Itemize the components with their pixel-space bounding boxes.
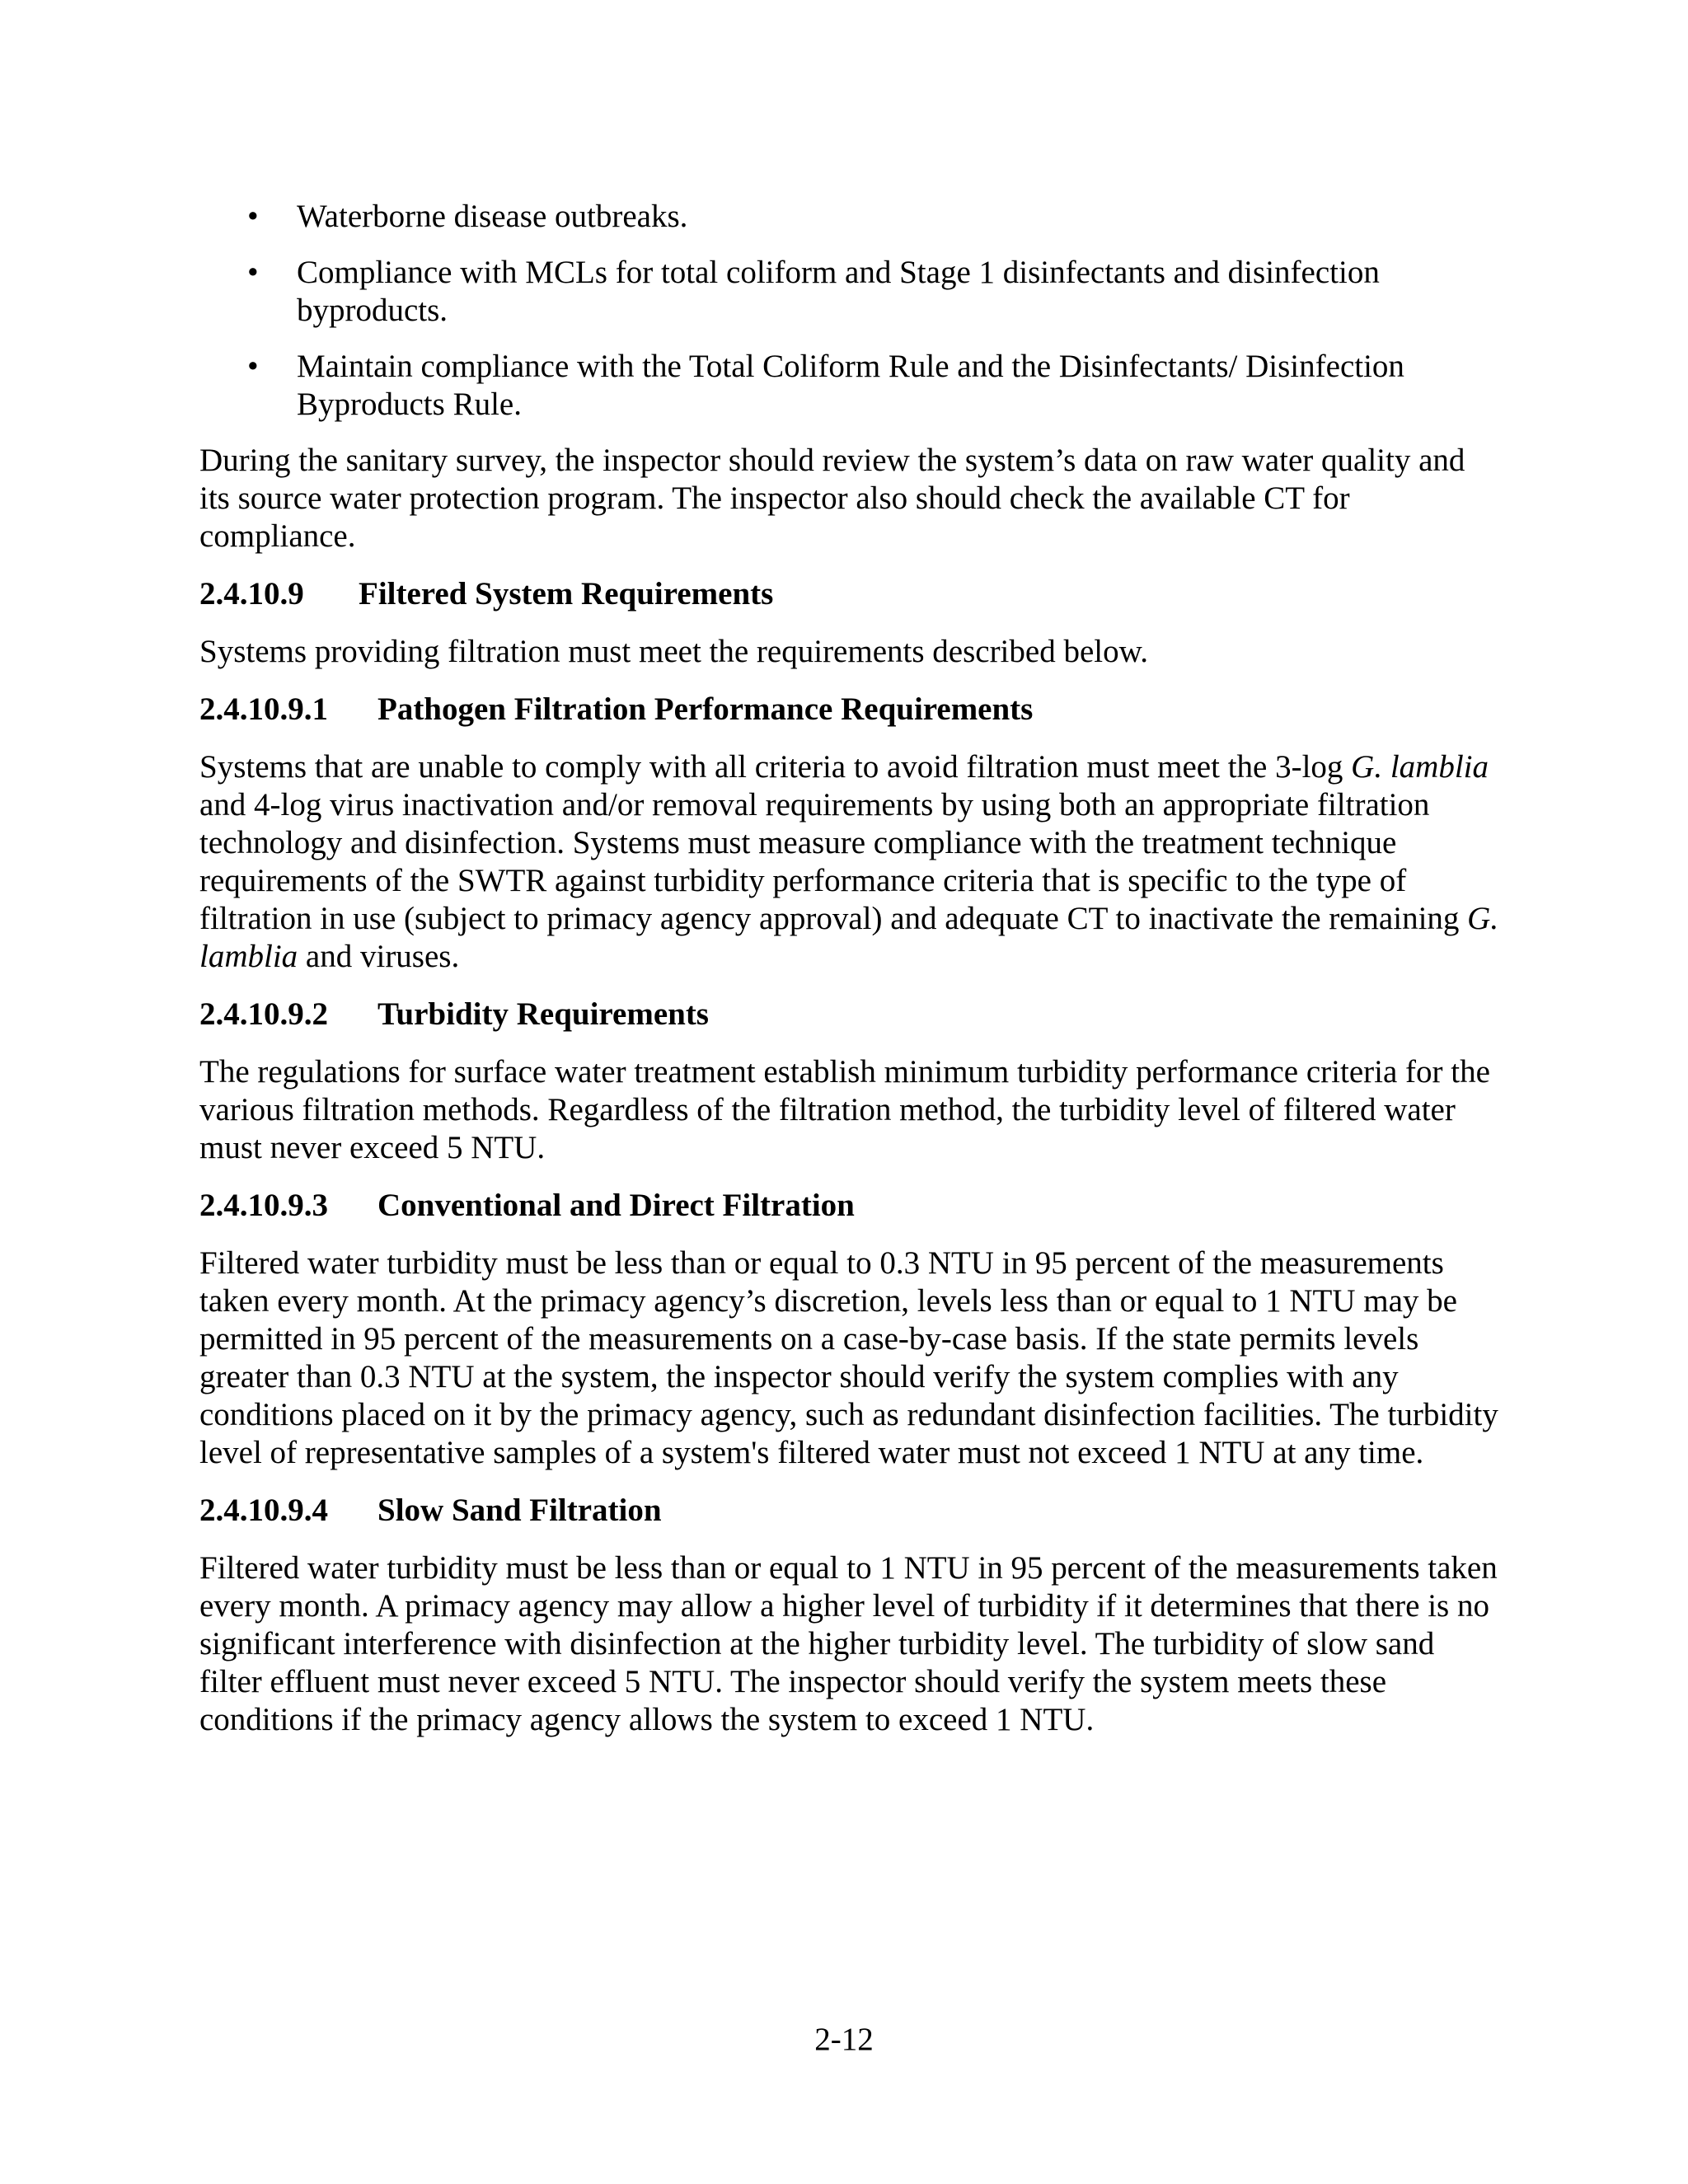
species-name: G. lamblia xyxy=(199,901,1499,974)
section-title: Turbidity Requirements xyxy=(377,996,709,1032)
section-heading xyxy=(199,575,1502,613)
section-number: 2.4.10.9.3 xyxy=(199,1188,328,1223)
section-body: Systems providing filtration must meet the requirements described below. xyxy=(199,634,1148,669)
bullet-text: Compliance with MCLs for total coliform and Stage 1 disinfectants and disinfection byproducts. xyxy=(297,255,1380,328)
body-text: and 4-log virus inactivation and/or removal requirements by using both an appropriate filtration technology and disinfection. Systems must measure compliance with the treatment technique requirements of the SWTR against turbidity performance criteria that is specific to the type of filtration in use (subject to primacy agency approval) and adequate CT to inactivate the remaining xyxy=(199,787,1468,936)
section-title: Pathogen Filtration Performance Requirements xyxy=(377,691,1034,727)
section-body: Filtered water turbidity must be less than or equal to 1 NTU in 95 percent of the measurements taken every month. A primacy agency may allow a higher level of turbidity if it determines that there is no significant interference with disinfection at the higher turbidity level. The turbidity of slow sand filter effluent must never exceed 5 NTU. The inspector should verify the system meets these conditions if the primacy agency allows the system to exceed 1 NTU. xyxy=(199,1550,1498,1737)
section-title: Slow Sand Filtration xyxy=(377,1493,662,1528)
section-heading xyxy=(199,1187,1502,1225)
intro-paragraph: During the sanitary survey, the inspector should review the system’s data on raw water quality and its source water protection program. The inspector also should check the available CT for compliance. xyxy=(199,443,1465,554)
list-item xyxy=(199,254,1502,330)
section-heading xyxy=(199,996,1502,1033)
section-title: Filtered System Requirements xyxy=(359,576,774,612)
bullet-icon: • xyxy=(247,199,259,234)
section-title: Conventional and Direct Filtration xyxy=(377,1188,855,1223)
section-number: 2.4.10.9.1 xyxy=(199,691,328,727)
section-heading xyxy=(199,1492,1502,1530)
page-content xyxy=(199,198,1502,1759)
bullet-text: Maintain compliance with the Total Coliform Rule and the Disinfectants/ Disinfection Byproducts Rule. xyxy=(297,349,1404,422)
section-heading xyxy=(199,691,1502,729)
section-number: 2.4.10.9.2 xyxy=(199,996,328,1032)
bullet-icon: • xyxy=(247,349,259,384)
species-name: G. lamblia xyxy=(1351,749,1489,785)
section-number: 2.4.10.9 xyxy=(199,576,304,612)
bullet-list xyxy=(199,198,1502,424)
section-body: Filtered water turbidity must be less than or equal to 0.3 NTU in 95 percent of the measurements taken every month. At the primacy agency’s discretion, levels less than or equal to 1 NTU may be permitted in 95 percent of the measurements on a case-by-case basis. If the state permits levels greater than 0.3 NTU at the system, the inspector should verify the system complies with any conditions placed on it by the primacy agency, such as redundant disinfection facilities. The turbidity level of representative samples of a system's filtered water must not exceed 1 NTU at any time. xyxy=(199,1245,1498,1470)
list-item xyxy=(199,198,1502,236)
page-number: 2-12 xyxy=(814,2022,874,2057)
list-item xyxy=(199,348,1502,424)
body-text: Systems that are unable to comply with all criteria to avoid filtration must meet the 3-log xyxy=(199,749,1352,785)
body-text: and viruses. xyxy=(298,939,460,974)
bullet-icon: • xyxy=(247,255,259,290)
section-number: 2.4.10.9.4 xyxy=(199,1493,328,1528)
section-body xyxy=(199,748,1502,976)
bullet-text: Waterborne disease outbreaks. xyxy=(297,199,688,234)
section-body: The regulations for surface water treatment establish minimum turbidity performance criteria for the various filtration methods. Regardless of the filtration method, the turbidity level of filtered water must never exceed 5 NTU. xyxy=(199,1054,1490,1165)
